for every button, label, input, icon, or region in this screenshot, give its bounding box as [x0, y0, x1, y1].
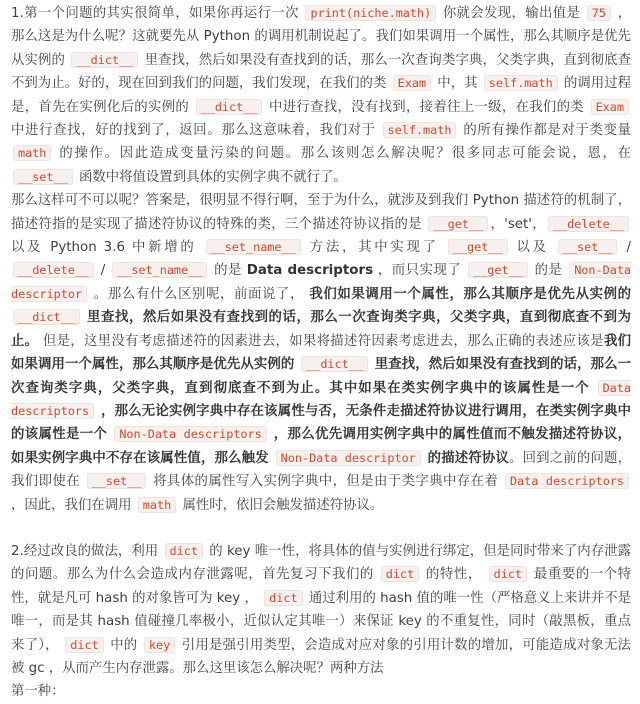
inline-code: dict — [65, 637, 103, 653]
inline-code: __get__ — [428, 216, 488, 232]
bold-text: ，那么优先调用实例字典中的属性值而不触发描述符协议，如果实例字典中不存在该属性值，那么触发 — [11, 427, 631, 466]
inline-code: Non-Data descriptor — [11, 263, 632, 301]
inline-code: __set_name__ — [206, 239, 301, 255]
paragraph-2 — [11, 189, 631, 517]
text-run: / — [619, 240, 631, 256]
text-run: 的所有操作都是对于类变量 — [458, 123, 631, 139]
text-run: 引用是强引用类型，会造成对应对象的引用计数的增加，可能造成对象无法被 gc ，从而产生内存泄露。那么这里该怎么解决呢？两种方法 — [11, 637, 631, 676]
inline-code: 75 — [587, 5, 611, 21]
inline-code: dict — [165, 543, 203, 559]
inline-code: __delete__ — [548, 216, 629, 232]
text-run: / — [96, 263, 111, 279]
inline-code: dict — [489, 566, 527, 582]
text-run: 。回到之前的问题，我们即使在 — [11, 450, 631, 490]
text-run: ，那么这是为什么呢？这就要先从 Python 的调用机制说起了。我们如果调用一个属性，那么其顺序是优先从实例的 — [11, 6, 632, 68]
bold-text: ，那么无论实例字典中存在该属性与否，无条件走描述符协议进行调用，在类实例字典中的该属性是一个 — [11, 403, 631, 443]
text-run: 2.经过改良的做法，利用 — [11, 543, 163, 559]
inline-code: __set_name__ — [112, 262, 207, 278]
inline-code: dict — [264, 590, 302, 606]
inline-code: Exam — [591, 99, 629, 115]
text-run: 以及 — [509, 240, 556, 256]
inline-code: __dict__ — [13, 309, 80, 325]
inline-code: __get__ — [448, 239, 508, 255]
bold-text: 我们如果调用一个属性，那么其顺序是优先从实例的 — [11, 333, 632, 373]
text-run: 的 key 唯一性，将具体的值与实例进行绑定，但是同时带来了内存泄露的问题。那么为什么会造成内存泄露呢，首先复习下我们的 — [11, 543, 631, 583]
bold-text: 里查找，然后如果没有查找到的话，那么一次查询类字典，父类字典，直到彻底查不到为止。 — [11, 310, 631, 349]
bold-text: 里查找，然后如果没有查找到的话，那么一次查询类字典，父类字典，直到彻底查不到为止。其中如果在类实例字典中的该属性是一个 — [11, 357, 631, 396]
text-run: 最重要的一个特性，就是凡可 hash 的对象皆可为 key ， — [11, 567, 632, 606]
text-run: 1.第一个问题的其实很简单，如果你再运行一次 — [11, 6, 304, 21]
inline-code: __get__ — [468, 262, 528, 278]
inline-code: __set__ — [87, 473, 147, 489]
text-run: 的是 — [209, 263, 247, 279]
inline-code: Non-Data descriptors — [114, 426, 266, 442]
text-run: 的调用过程是，首先在实例化后的实例的 — [11, 76, 631, 115]
bold-text: 的描述符协议 — [422, 450, 510, 466]
inline-code: __delete__ — [13, 262, 94, 278]
paragraph-3 — [11, 540, 631, 680]
inline-code: __dict__ — [196, 99, 263, 115]
text-run: 。那么有什么区别呢，前面说了， — [89, 286, 305, 302]
text-run: 的是 — [529, 263, 568, 279]
text-run: 中的 — [105, 637, 142, 653]
inline-code: __set__ — [13, 169, 73, 185]
text-run: 里查找，然后如果没有查找到的话，那么一次查询类字典，父类字典，直到彻底查不到为止。好的，现在回到我们的问题，我们发现，在我们的类 — [11, 52, 631, 92]
text-run: ，'set'， — [490, 216, 546, 232]
text-run: 方法，其中实现了 — [302, 240, 446, 256]
text-run: 的特性， — [421, 567, 487, 583]
text-run: 中，其 — [433, 76, 482, 92]
inline-code: Exam — [393, 75, 431, 91]
inline-code: self.math — [484, 75, 558, 91]
text-run: 属性时，依旧会触发描述符协议。 — [178, 497, 384, 513]
text-run: 你就会发现，输出值是 — [438, 6, 585, 21]
text-run: 但是，这里没有考虑描述符的因素进去，如果将描述符因素考虑进去，那么正确的表述应该是 — [38, 333, 604, 349]
inline-code: dict — [381, 566, 419, 582]
bold-text: Data descriptors — [246, 263, 374, 279]
inline-code: key — [144, 637, 175, 653]
inline-code: Data descriptors — [11, 380, 631, 418]
text-run: 那么这样可不可以呢？答案是，很明显不得行啊，至于为什么，就涉及到我们 Python 描述符的机制了，描述符指的是实现了描述符协议的特殊的类，三个描述符协议指的是 — [11, 193, 631, 232]
text-run: 中进行查找，没有找到，接着往上一级，在我们的类 — [264, 99, 589, 115]
inline-code: __dict__ — [71, 52, 138, 68]
text-run: 以及 Python 3.6 中新增的 — [11, 240, 204, 256]
paragraph-gap — [11, 517, 631, 540]
inline-code: math — [13, 145, 51, 161]
inline-code: math — [138, 497, 176, 513]
text-run: ，而只实现了 — [373, 263, 467, 279]
text-run: ，因此，我们在调用 — [11, 497, 136, 513]
inline-code: Non-Data descriptor — [276, 450, 421, 466]
text-run: 通过利用的 hash 值的唯一性（严格意义上来讲并不是唯一，而是其 hash 值碰撞几率极小，近似认定其唯一）来保证 key 的不重复性，同时（敲黑板，重点来了）， — [11, 590, 631, 653]
paragraph-1 — [11, 2, 631, 189]
inline-code: print(niche.math) — [305, 5, 436, 21]
paragraph-4: 第一种： — [11, 684, 65, 700]
inline-code: Data descriptors — [505, 473, 629, 489]
inline-code: __set__ — [558, 239, 618, 255]
text-run: 的操作。因此造成变量污染的问题。那么该则怎么解决呢？很多同志可能会说，恩，在 — [53, 146, 631, 162]
text-run: 将具体的属性写入实例字典中，但是由于类字典中存在着 — [148, 474, 503, 490]
bold-text: 我们如果调用一个属性，那么其顺序是优先从实例的 — [304, 286, 631, 302]
text-run: 函数中将值设置到具体的实例字典不就行了。 — [74, 169, 347, 185]
text-run: 中进行查找，好的找到了，返回。那么这意味着，我们对于 — [11, 123, 381, 139]
inline-code: __dict__ — [301, 356, 368, 372]
inline-code: self.math — [383, 122, 457, 138]
